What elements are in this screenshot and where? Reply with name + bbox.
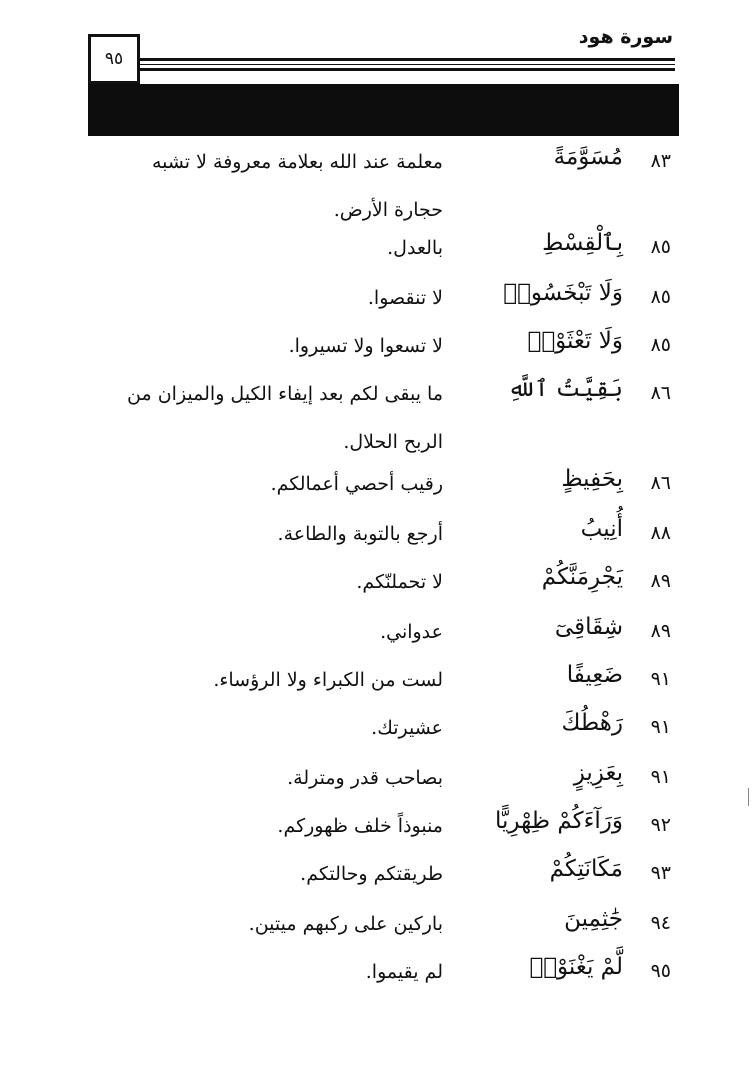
quran-word: بِعَزِيزٍ	[573, 760, 623, 786]
word-meaning: أرجع بالتوبة والطاعة.	[277, 523, 443, 545]
quran-word: بَقِيَّتُ ٱللَّهِ	[507, 376, 623, 402]
black-header-band	[88, 84, 679, 136]
verse-number: ٩١	[650, 668, 671, 690]
verse-number: ٨٣	[650, 150, 671, 172]
word-meaning: لست من الكبراء ولا الرؤساء.	[213, 669, 443, 691]
word-meaning: عدواني.	[380, 621, 443, 643]
quran-word: يَجْرِمَنَّكُمْ	[541, 564, 623, 590]
quran-word: لَّمْ يَغْنَوْا۟	[529, 954, 623, 980]
quran-word: بِحَفِيظٍ	[561, 466, 623, 492]
verse-number: ٨٦	[650, 382, 671, 404]
word-meaning: لا تنقصوا.	[367, 287, 443, 309]
word-meaning: معلمة عند الله بعلامة معروفة لا تشبه حجارة الأرض.	[151, 151, 443, 221]
verse-number: ٩١	[650, 716, 671, 738]
verse-number: ٨٦	[650, 472, 671, 494]
word-meaning: رقيب أحصي أعمالكم.	[270, 473, 443, 495]
verse-number: ٨٥	[650, 236, 671, 258]
verse-number: ٩٢	[650, 814, 671, 836]
verse-number: ٩١	[650, 766, 671, 788]
word-meaning: باركين على ركبهم ميتين.	[248, 913, 443, 935]
verse-number: ٨٩	[650, 620, 671, 642]
quran-word: شِقَاقِىٓ	[554, 614, 623, 640]
quran-word: مَكَانَتِكُمْ	[549, 856, 623, 882]
quran-word: أُنِيبُ	[580, 516, 623, 542]
page-number: ٩٥	[104, 49, 124, 69]
verse-number: ٨٨	[650, 522, 671, 544]
header-rule	[140, 68, 675, 71]
word-meaning: ما يبقى لكم بعد إيفاء الكيل والميزان من الربح الحلال.	[127, 383, 443, 453]
quran-word: رَهْطُكَ	[561, 710, 623, 736]
word-meaning: طريقتكم وحالتكم.	[300, 863, 443, 885]
word-meaning: لم يقيموا.	[365, 961, 443, 983]
header-rule	[140, 64, 675, 65]
word-meaning: لا تحملنّكم.	[356, 571, 443, 593]
scan-edge-mark	[748, 788, 749, 806]
quran-word: جَٰثِمِينَ	[564, 906, 623, 932]
quran-word: بِٱلْقِسْطِ	[542, 230, 623, 256]
verse-number: ٩٥	[650, 960, 671, 982]
verse-number: ٨٥	[650, 286, 671, 308]
verse-number: ٩٤	[650, 912, 671, 934]
surah-title: سورة هود	[578, 26, 673, 48]
quran-word: مُسَوَّمَةً	[553, 144, 623, 170]
verse-number: ٨٥	[650, 334, 671, 356]
word-meaning: بصاحب قدر ومترلة.	[287, 767, 443, 789]
word-meaning: بالعدل.	[387, 237, 443, 259]
quran-word: وَلَا تَبْخَسُوا۟	[503, 280, 623, 306]
page-number-box	[88, 34, 140, 84]
quran-word: وَرَآءَكُمْ ظِهْرِيًّا	[495, 808, 623, 834]
verse-number: ٩٣	[650, 862, 671, 884]
word-meaning: عشيرتك.	[371, 717, 443, 739]
header-rule	[140, 58, 675, 61]
word-meaning: لا تسعوا ولا تسيروا.	[288, 335, 443, 357]
quran-word: ضَعِيفًا	[566, 662, 623, 688]
verse-number: ٨٩	[650, 570, 671, 592]
quran-word: وَلَا تَعْثَوْا۟	[527, 328, 623, 354]
word-meaning: منبوذاً خلف ظهوركم.	[277, 815, 443, 837]
